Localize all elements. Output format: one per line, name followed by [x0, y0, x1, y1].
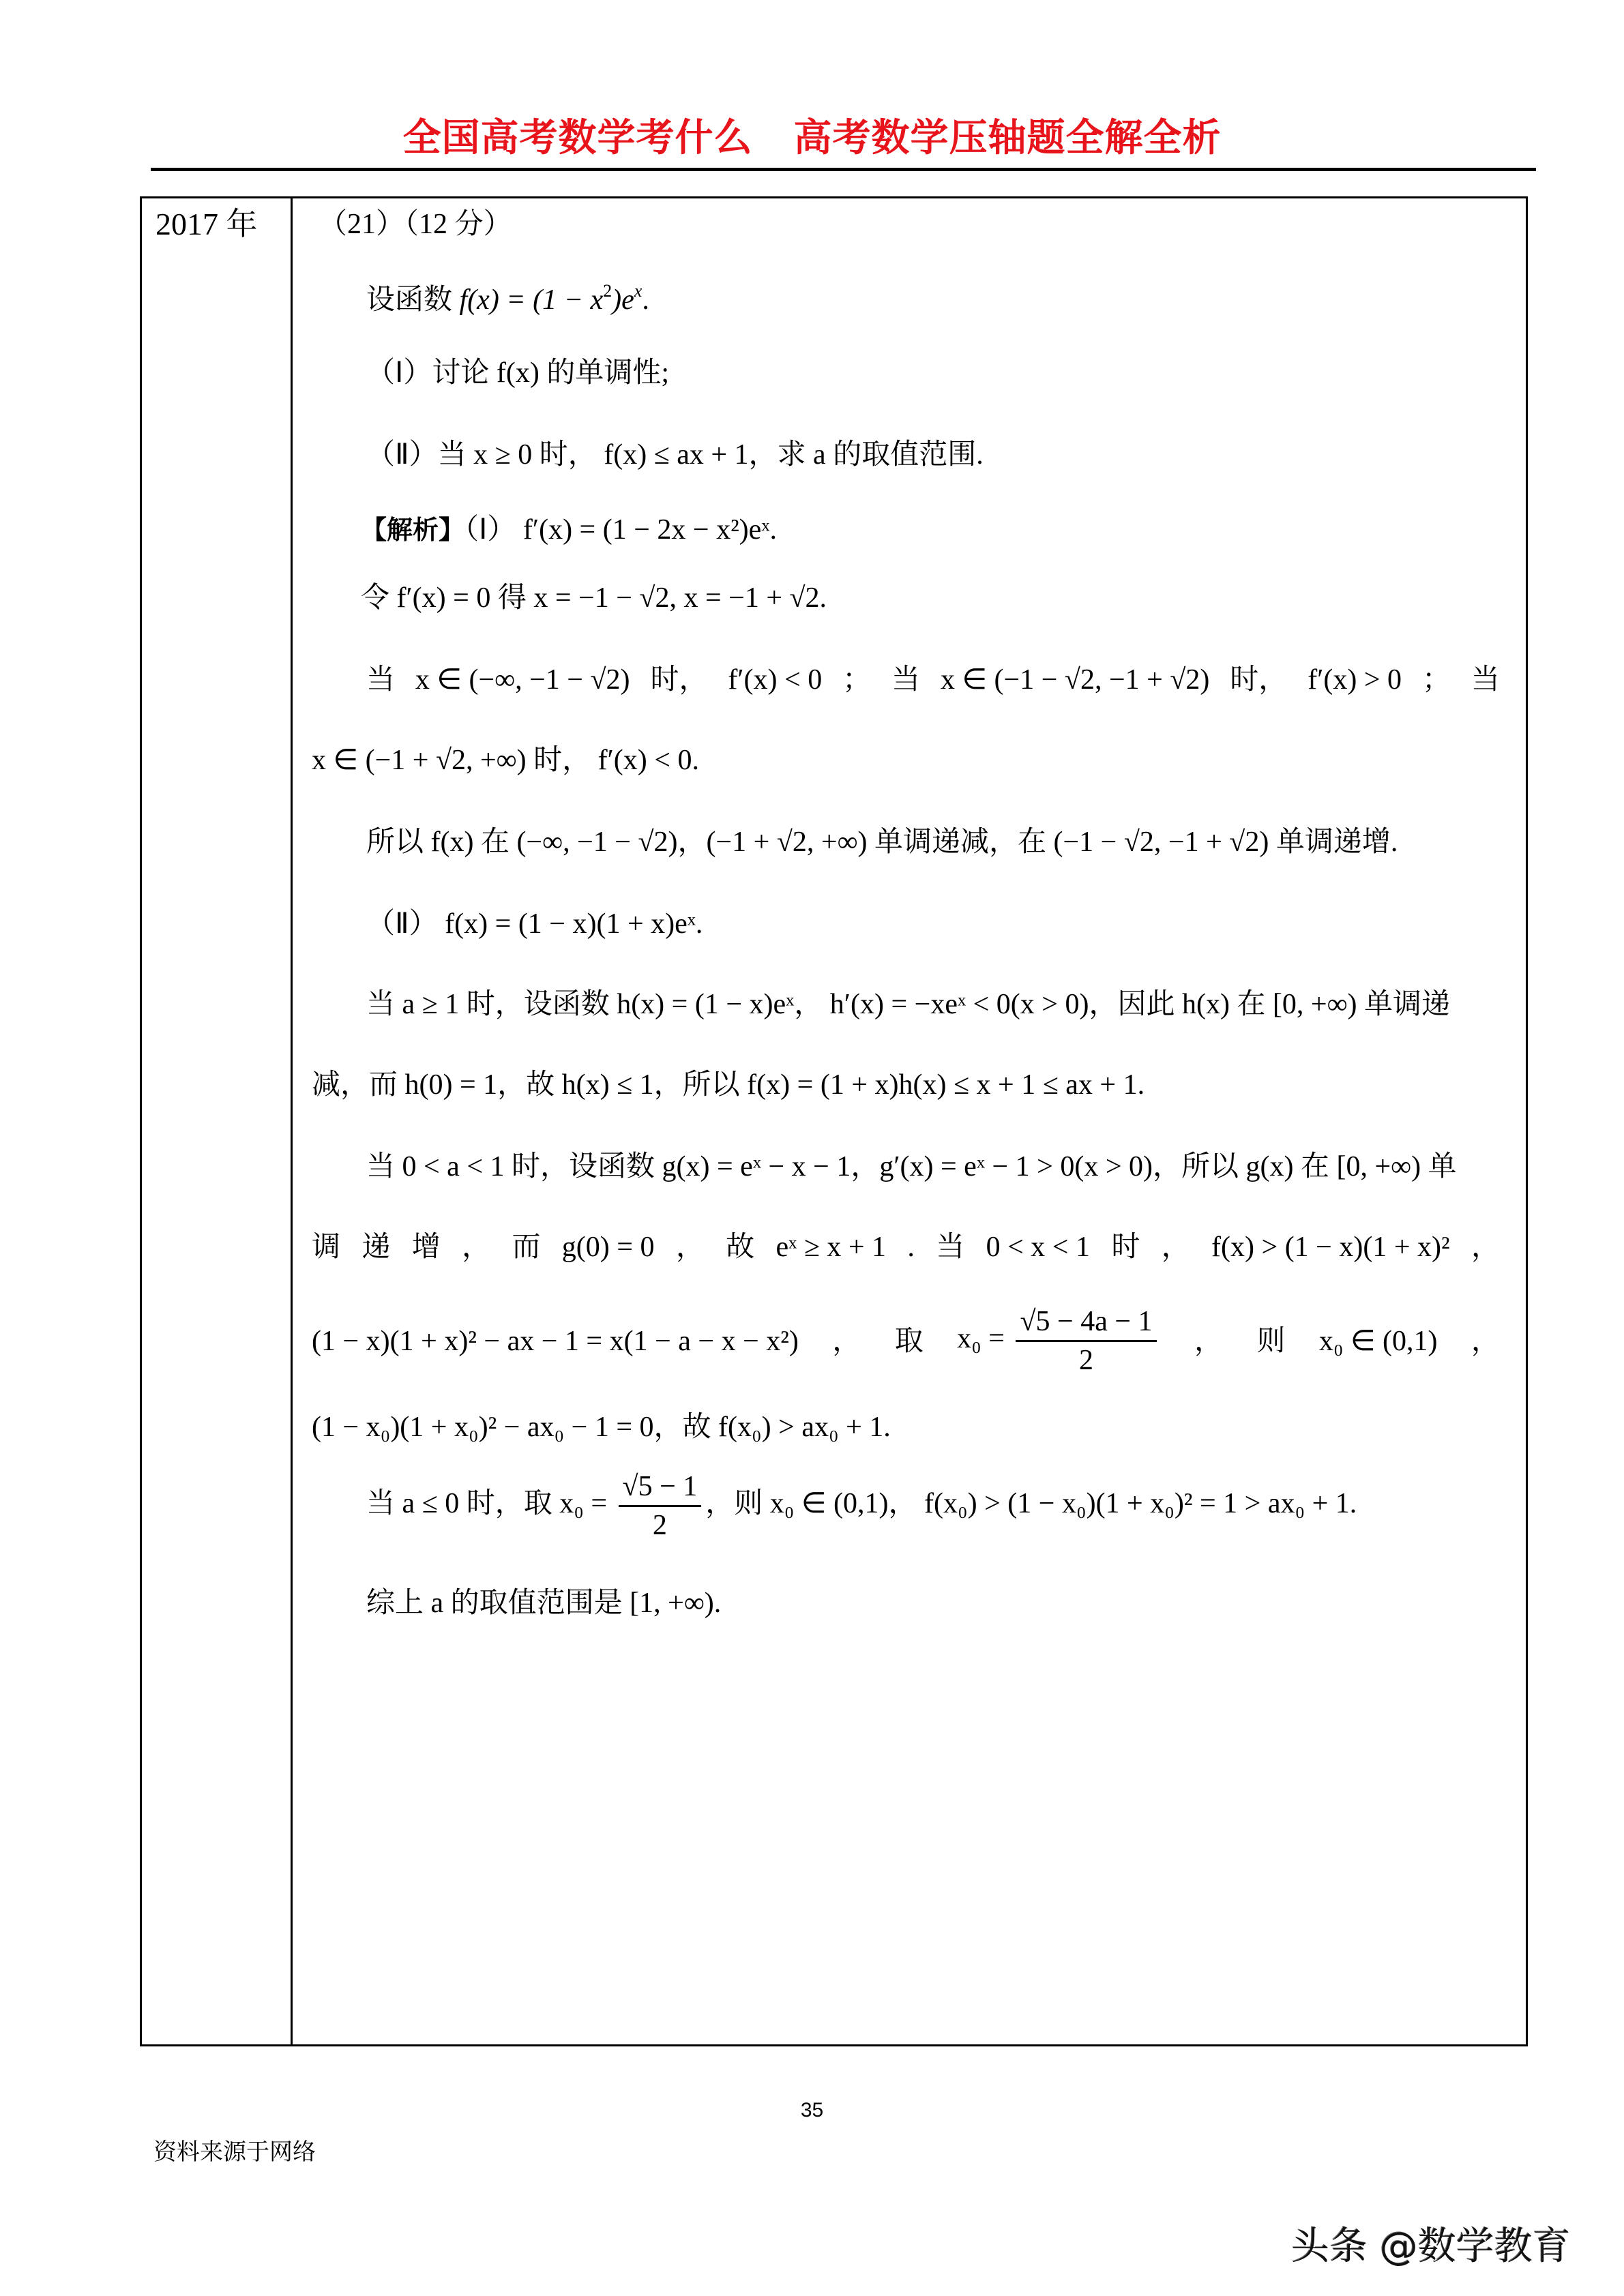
problem-table	[140, 196, 1528, 2046]
year-cell: 2017 年	[156, 207, 258, 241]
solution-part-one: 【解析】（Ⅰ） f′(x) = (1 − 2x − x²)eˣ.	[361, 514, 777, 546]
case-0-lt-a-lt-1-line3: (1 − x)(1 + x)² − ax − 1 = x(1 − a − x − x²) ， 取 x₀ = $\frac{√5 - 4a - 1}{2}$ ， 则 x₀ ∈ (0,1) ，	[312, 1303, 1500, 1379]
monotonicity-conclusion: 所以 f(x) 在 (−∞, −1 − √2)，(−1 + √2, +∞) 单调递减，在 (−1 − √2, −1 + √2) 单调递增.	[366, 826, 1398, 858]
interval-analysis-line1: 当 x ∈ (−∞, −1 − √2) 时， f′(x) < 0 ； 当 x ∈ (−1 − √2, −1 + √2) 时， f′(x) > 0 ； 当	[366, 664, 1500, 696]
problem-statement: 设函数 $f(x) = (1 - x^2)e^x$.	[366, 281, 649, 316]
part-two-question: （Ⅱ）当 x ≥ 0 时， f(x) ≤ ax + 1，求 a 的取值范围.	[366, 439, 984, 471]
page-number: 35	[800, 2099, 824, 2121]
header-title	[0, 115, 1624, 162]
question-number: （21）（12 分）	[319, 209, 512, 240]
solution-label: 【解析】	[361, 515, 465, 545]
case-0-lt-a-lt-1-line1: 当 0 < a < 1 时，设函数 g(x) = eˣ − x − 1，g′(x) = eˣ − 1 > 0(x > 0)，所以 g(x) 在 [0, +∞) 单	[366, 1151, 1457, 1182]
watermark: 头条 @数学教育	[1291, 2224, 1571, 2269]
header-title-right: 高考数学压轴题全解全析	[793, 116, 1222, 160]
interval-analysis-line2: x ∈ (−1 + √2, +∞) 时， f′(x) < 0.	[312, 745, 699, 776]
case-a-ge-1-line2: 减，而 h(0) = 1，故 h(x) ≤ 1，所以 f(x) = (1 + x)h(x) ≤ x + 1 ≤ ax + 1.	[312, 1069, 1145, 1101]
solution-part-two: （Ⅱ） f(x) = (1 − x)(1 + x)eˣ.	[366, 908, 703, 940]
x0-fraction: $\frac{√5 - 4a - 1}{2}$	[1016, 1303, 1156, 1379]
critical-points: 令 f′(x) = 0 得 x = −1 − √2, x = −1 + √2.	[361, 582, 827, 614]
source-note: 资料来源于网络	[153, 2138, 316, 2166]
case-0-lt-a-lt-1-line4: (1 − x₀)(1 + x₀)² − ax₀ − 1 = 0，故 f(x₀) > ax₀ + 1.	[312, 1412, 891, 1443]
case-a-ge-1-line1: 当 a ≥ 1 时，设函数 h(x) = (1 − x)eˣ， h′(x) = −xeˣ < 0(x > 0)，因此 h(x) 在 [0, +∞) 单调递	[366, 989, 1451, 1020]
part-one-question: （Ⅰ）讨论 f(x) 的单调性;	[366, 357, 670, 389]
header-title-left: 全国高考数学考什么	[402, 116, 753, 160]
header-rule	[151, 168, 1536, 171]
final-answer: 综上 a 的取值范围是 [1, +∞).	[366, 1587, 722, 1619]
x0-fraction-2: $\frac{√5 - 1}{2}$	[619, 1468, 702, 1544]
case-0-lt-a-lt-1-line2: 调 递 增 ， 而 g(0) = 0 ， 故 eˣ ≥ x + 1 . 当 0 < x < 1 时 ， f(x) > (1 − x)(1 + x)² ，	[312, 1232, 1500, 1263]
case-a-le-0: 当 a ≤ 0 时，取 x₀ = $\frac{√5 - 1}{2}$ ，则 x₀ ∈ (0,1)， f(x₀) > (1 − x₀)(1 + x₀)² = 1 > ax₀ + 1.	[366, 1468, 1357, 1544]
content-cell	[293, 198, 1526, 2044]
